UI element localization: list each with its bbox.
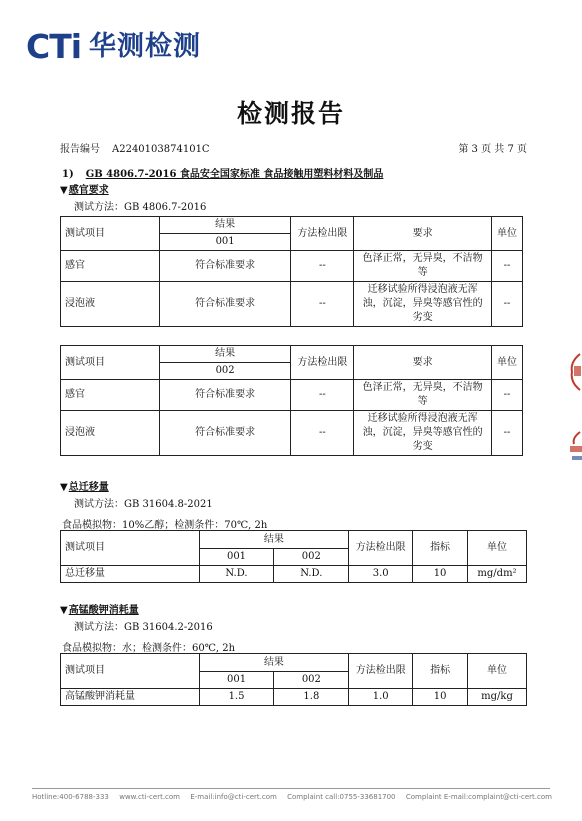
cell-item: 感官: [61, 251, 160, 282]
cell-requirement: 迁移试验所得浸泡液无浑浊，沉淀，异臭等感官性的劣变: [354, 411, 492, 456]
cell-unit: --: [492, 380, 523, 411]
header-unit: 单位: [492, 346, 523, 380]
header-unit: 单位: [468, 654, 527, 689]
header-item: 测试项目: [61, 654, 200, 689]
cell-lod: --: [291, 251, 354, 282]
kmno4-simulant: 食品模拟物：水；检测条件：60℃, 2h: [62, 643, 236, 654]
cell-lod: --: [291, 411, 354, 456]
table-row: [61, 689, 527, 706]
page-indicator: 第 3 页 共 7 页: [458, 144, 527, 155]
cell-result: 符合标准要求: [159, 411, 291, 456]
header-unit: 单位: [492, 217, 523, 251]
logo-name-cn: 华测检测: [89, 31, 202, 62]
header-requirement: 要求: [354, 217, 492, 251]
cell-lod: 3.0: [349, 566, 413, 583]
logo-brand: CTi: [26, 27, 82, 66]
overall-migration-heading: ▼总迁移量: [60, 482, 109, 493]
cell-result: 符合标准要求: [159, 380, 291, 411]
cell-lod: 1.0: [349, 689, 413, 706]
cell-limit: 10: [413, 689, 468, 706]
footer-complaint-call: Complaint call:0755-33681700: [287, 793, 396, 801]
header-item: 测试项目: [61, 217, 160, 251]
table-row: [61, 282, 523, 327]
seal-stamp-fragment: [566, 430, 582, 470]
header-lod: 方法检出限: [291, 217, 354, 251]
cell-item: 浸泡液: [61, 282, 160, 327]
header-limit: 指标: [413, 531, 468, 566]
cell-result: 符合标准要求: [159, 251, 291, 282]
cell-result: N.D.: [199, 566, 274, 583]
cell-result: 1.5: [199, 689, 274, 706]
overall-migration-table: [60, 530, 527, 583]
report-number: [60, 140, 222, 155]
cell-unit: --: [492, 282, 523, 327]
cell-item: 感官: [61, 380, 160, 411]
report-title: 检测报告: [236, 99, 345, 128]
header-item: 测试项目: [61, 346, 160, 380]
sensory-heading: ▼感官要求: [60, 185, 109, 196]
sample-id: 002: [274, 549, 349, 566]
seal-stamp-fragment: [566, 352, 582, 392]
company-logo: [26, 28, 201, 66]
footer-website: www.cti-cert.com: [119, 793, 180, 801]
triangle-bullet-icon: ▼: [60, 185, 68, 196]
kmno4-heading: ▼高锰酸钾消耗量: [60, 605, 139, 616]
cell-unit: mg/kg: [468, 689, 527, 706]
header-result: 结果: [199, 531, 349, 549]
header-requirement: 要求: [354, 346, 492, 380]
table-row: [61, 566, 527, 583]
overall-method: 测试方法：GB 31604.8-2021: [74, 499, 213, 510]
cell-requirement: 色泽正常，无异臭，不洁物等: [354, 380, 492, 411]
cell-result: N.D.: [274, 566, 349, 583]
cell-result: 符合标准要求: [159, 282, 291, 327]
header-result: 结果: [159, 346, 291, 363]
section-heading: [62, 165, 383, 180]
cell-lod: --: [291, 282, 354, 327]
footer-email: E-mail:info@cti-cert.com: [190, 793, 277, 801]
cell-limit: 10: [413, 566, 468, 583]
footer-hotline: Hotline:400-6788-333: [32, 793, 109, 801]
sample-id: 001: [159, 234, 291, 251]
header-lod: 方法检出限: [291, 346, 354, 380]
sample-id: 002: [159, 363, 291, 380]
cell-requirement: 迁移试验所得浸泡液无浑浊，沉淀，异臭等感官性的劣变: [354, 282, 492, 327]
report-number-value: A2240103874101C: [112, 144, 210, 155]
header-item: 测试项目: [61, 531, 200, 566]
cell-item: 高锰酸钾消耗量: [61, 689, 200, 706]
table-row: [61, 411, 523, 456]
header-lod: 方法检出限: [349, 531, 413, 566]
cell-result: 1.8: [274, 689, 349, 706]
section-number: 1): [62, 169, 74, 180]
cell-item: 总迁移量: [61, 566, 200, 583]
sample-id: 001: [199, 672, 274, 689]
section-standard: GB 4806.7-2016 食品安全国家标准 食品接触用塑料材料及制品: [85, 169, 384, 180]
kmno4-method: 测试方法：GB 31604.2-2016: [74, 622, 213, 633]
cell-requirement: 色泽正常，无异臭，不洁物等: [354, 251, 492, 282]
header-result: 结果: [199, 654, 349, 672]
table-row: [61, 251, 523, 282]
footer-complaint-email: Complaint E-mail:complaint@cti-cert.com: [405, 793, 552, 801]
sample-id: 001: [199, 549, 274, 566]
footer-divider: [32, 788, 550, 789]
sensory-table-001: [60, 216, 523, 327]
cell-unit: mg/dm²: [468, 566, 527, 583]
cell-item: 浸泡液: [61, 411, 160, 456]
kmno4-table: [60, 653, 527, 706]
report-number-label: 报告编号: [60, 144, 100, 155]
header-result: 结果: [159, 217, 291, 234]
triangle-bullet-icon: ▼: [60, 605, 68, 616]
triangle-bullet-icon: ▼: [60, 482, 68, 493]
cell-unit: --: [492, 411, 523, 456]
header-limit: 指标: [413, 654, 468, 689]
footer: [32, 793, 552, 801]
table-row: [61, 380, 523, 411]
cell-lod: --: [291, 380, 354, 411]
header-unit: 单位: [468, 531, 527, 566]
sensory-method: 测试方法：GB 4806.7-2016: [74, 202, 207, 213]
sample-id: 002: [274, 672, 349, 689]
overall-simulant: 食品模拟物：10%乙醇；检测条件：70℃, 2h: [62, 520, 268, 531]
header-lod: 方法检出限: [349, 654, 413, 689]
sensory-table-002: [60, 345, 523, 456]
cell-unit: --: [492, 251, 523, 282]
